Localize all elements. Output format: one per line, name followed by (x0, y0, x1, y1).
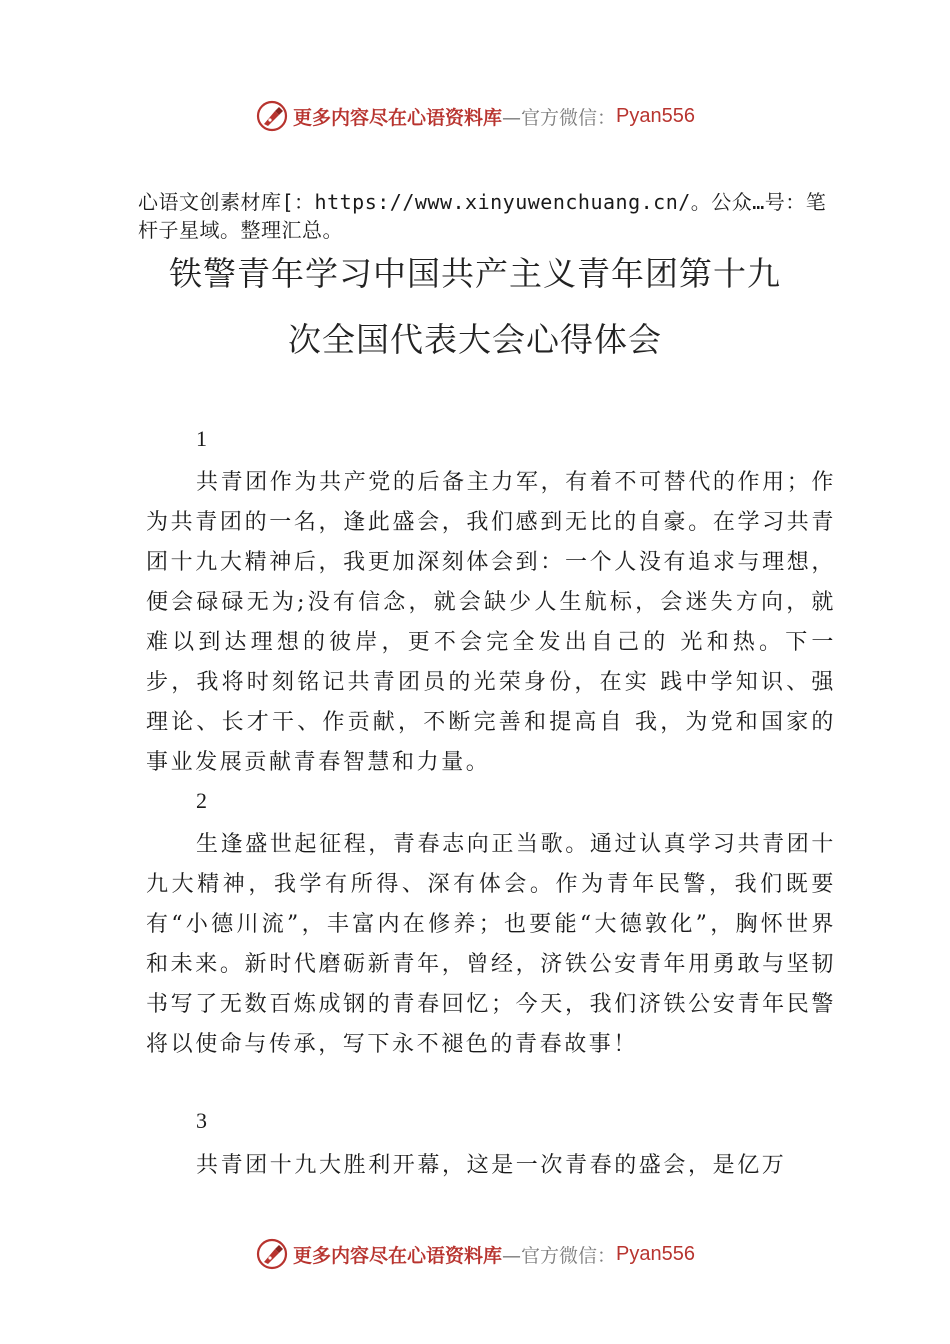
document-title-line-2: 次全国代表大会心得体会 (288, 320, 662, 359)
section-paragraph: 共青团作为共产党的后备主力军，有着不可替代的作用；作为共青团的一名，逢此盛会，我们感到无比的自豪。在学习共青团十九大精神后，我更加深刻体会到：一个人没有追求与理想，便会碌碌无为;没有信念，就会缺少人生航标，会迷失方向，就难以到达理想的彼岸，更不会完全发出自己的 光和热。下一步，我将时刻铭记共青团员的光荣身份，在实 践中学知识、强理论、长才干、作贡献，不断完善和提高自 我，为党和国家的事业发展贡献青春智慧和力量。 (146, 470, 836, 775)
section-number: 2 (196, 788, 207, 813)
banner-library-text: 更多内容尽在心语资料库 (293, 1244, 503, 1267)
footer-watermark-banner (0, 1234, 950, 1274)
section-paragraph: 生逢盛世起征程，青春志向正当歌。通过认真学习共青团十九大精神，我学有所得、深有体会。作为青年民警，我们既要有“小德川流”，丰富内在修养；也要能“大德敦化”，胸怀世界和未来。新时代磨砺新青年，曾经，济铁公安青年用勇敢与坚韧书写了无数百炼成钢的青春回忆；今天，我们济铁公安青年民警将以使命与传承，写下永不褪色的青春故事！ (146, 832, 836, 1057)
banner-wechat-id: Pyan556 (616, 1242, 695, 1265)
banner-wechat-label: —官方微信： (502, 106, 617, 129)
source-note: 心语文创素材库[：https://www.xinyuwenchuang.cn/。公众…号：笔杆子星域。整理汇总。 (138, 190, 827, 242)
section-paragraph: 共青团十九大胜利开幕，这是一次青春的盛会，是亿万 (196, 1153, 787, 1178)
pen-nib-logo-icon (255, 99, 289, 133)
section-number: 1 (196, 426, 207, 451)
document-title-line-1: 铁警青年学习中国共产主义青年团第十九 (169, 254, 781, 293)
header-watermark-banner (0, 96, 950, 136)
banner-wechat-id: Pyan556 (616, 104, 695, 127)
section-number: 3 (196, 1108, 207, 1133)
banner-wechat-label: —官方微信： (502, 1244, 617, 1267)
banner-library-text: 更多内容尽在心语资料库 (293, 106, 503, 129)
pen-nib-logo-icon (255, 1237, 289, 1271)
